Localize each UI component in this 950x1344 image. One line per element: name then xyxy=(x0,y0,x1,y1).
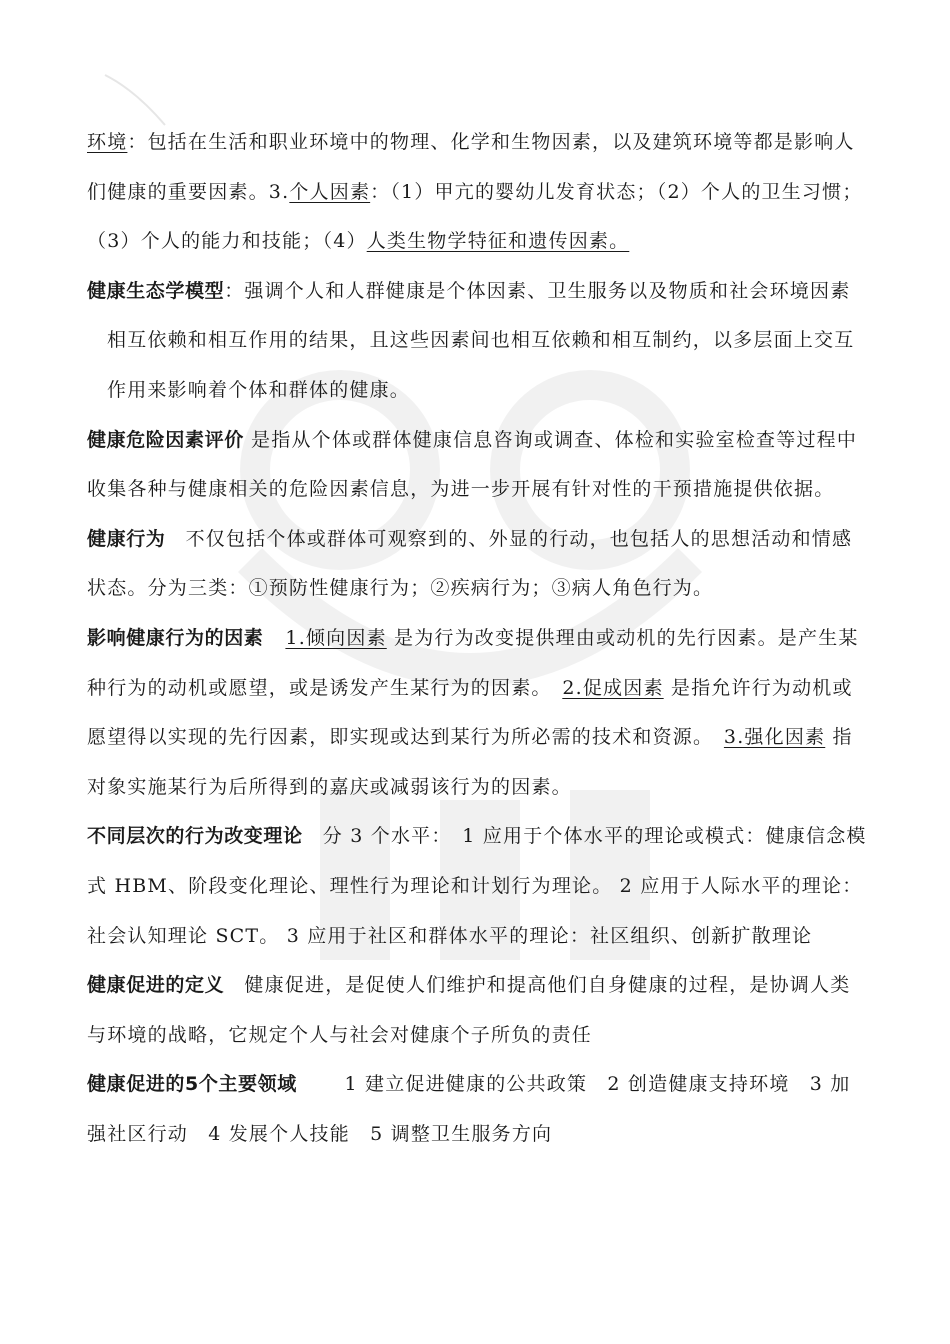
biology-genetics-label: 人类生物学特征和遗传因素。 xyxy=(366,230,630,253)
reinforcing-factor-text: 指对象实施某行为后所得到的嘉庆或减弱该行为的因素。 xyxy=(87,726,853,798)
term-promotion-areas: 健康促进的5个主要领域 xyxy=(87,1073,297,1096)
paragraph-behavior-factors xyxy=(87,614,867,812)
personal-factors-text: ：（1）甲亢的婴幼儿发育状态；（2）个人的卫生习惯；（3）个人的能力和技能；（4） xyxy=(87,180,863,253)
reinforcing-factor-label: 3.强化因素 xyxy=(723,726,826,749)
environment-text: 包括在生活和职业环境中的物理、化学和生物因素，以及建筑环境等都是影响人们健康的重要因素。3. xyxy=(87,131,855,203)
environment-colon: ： xyxy=(127,131,148,153)
paragraph-health-promotion xyxy=(87,961,867,1060)
term-behavior-theories: 不同层次的行为改变理论 xyxy=(87,825,303,848)
term-health-behavior: 健康行为 xyxy=(87,527,166,550)
definition-health-behavior: 不仅包括个体或群体可观察到的、外显的行动，也包括人的思想活动和情感状态。分为三类：①预防性健康行为；②疾病行为；③病人角色行为。 xyxy=(87,527,853,600)
term-health-promotion: 健康促进的定义 xyxy=(87,974,225,997)
paragraph-promotion-areas xyxy=(87,1060,867,1159)
definition-health-ecology-model: ：强调个人和人群健康是个体因素、卫生服务以及物质和社会环境因素相互依赖和相互作用的结果，且这些因素间也相互依赖和相互制约，以多层面上交互作用来影响着个体和群体的健康。 xyxy=(107,279,855,401)
paragraph-health-behavior xyxy=(87,515,867,614)
term-health-ecology-model: 健康生态学模型 xyxy=(87,279,225,302)
predisposing-factor-text: 是为行为改变提供理由或动机的先行因素。是产生某种行为的动机或愿望，或是诱发产生某行为的因素。 xyxy=(87,626,859,699)
enabling-factor-label: 2.促成因素 xyxy=(562,676,664,699)
paragraph-behavior-theories xyxy=(87,812,867,961)
term-behavior-factors: 影响健康行为的因素 xyxy=(87,626,264,649)
definition-behavior-theories: 分 3 个水平： 1 应用于个体水平的理论或模式：健康信念模式 HBM、阶段变化理论、理性行为理论和计划行为理论。 2 应用于人际水平的理论：社会认知理论 SCT。 3 应用于社区和群体水平的理论：社区组织、创新扩散理论 xyxy=(87,825,867,947)
paragraph-environment xyxy=(87,118,867,267)
paragraph-risk-assessment xyxy=(87,416,867,515)
paragraph-health-ecology-model xyxy=(87,267,867,416)
document-body xyxy=(87,118,867,1159)
definition-risk-assessment: 是指从个体或群体健康信息咨询或调查、体检和实验室检查等过程中收集各种与健康相关的危险因素信息，为进一步开展有针对性的干预措施提供依据。 xyxy=(87,428,858,501)
personal-factors-label: 个人因素 xyxy=(289,180,371,203)
definition-promotion-areas: 1 建立促进健康的公共政策 2 创造健康支持环境 3 加强社区行动 4 发展个人技能 5 调整卫生服务方向 xyxy=(87,1073,851,1145)
predisposing-factor-label: 1.倾向因素 xyxy=(285,626,387,649)
term-risk-assessment: 健康危险因素评价 xyxy=(87,428,244,451)
environment-label: 环境 xyxy=(87,131,128,153)
enabling-factor-text: 是指允许行为动机或愿望得以实现的先行因素，即实现或达到某行为所必需的技术和资源。 xyxy=(87,676,853,749)
definition-health-promotion: 健康促进，是促使人们维护和提高他们自身健康的过程，是协调人类与环境的战略，它规定个人与社会对健康个子所负的责任 xyxy=(87,974,851,1046)
